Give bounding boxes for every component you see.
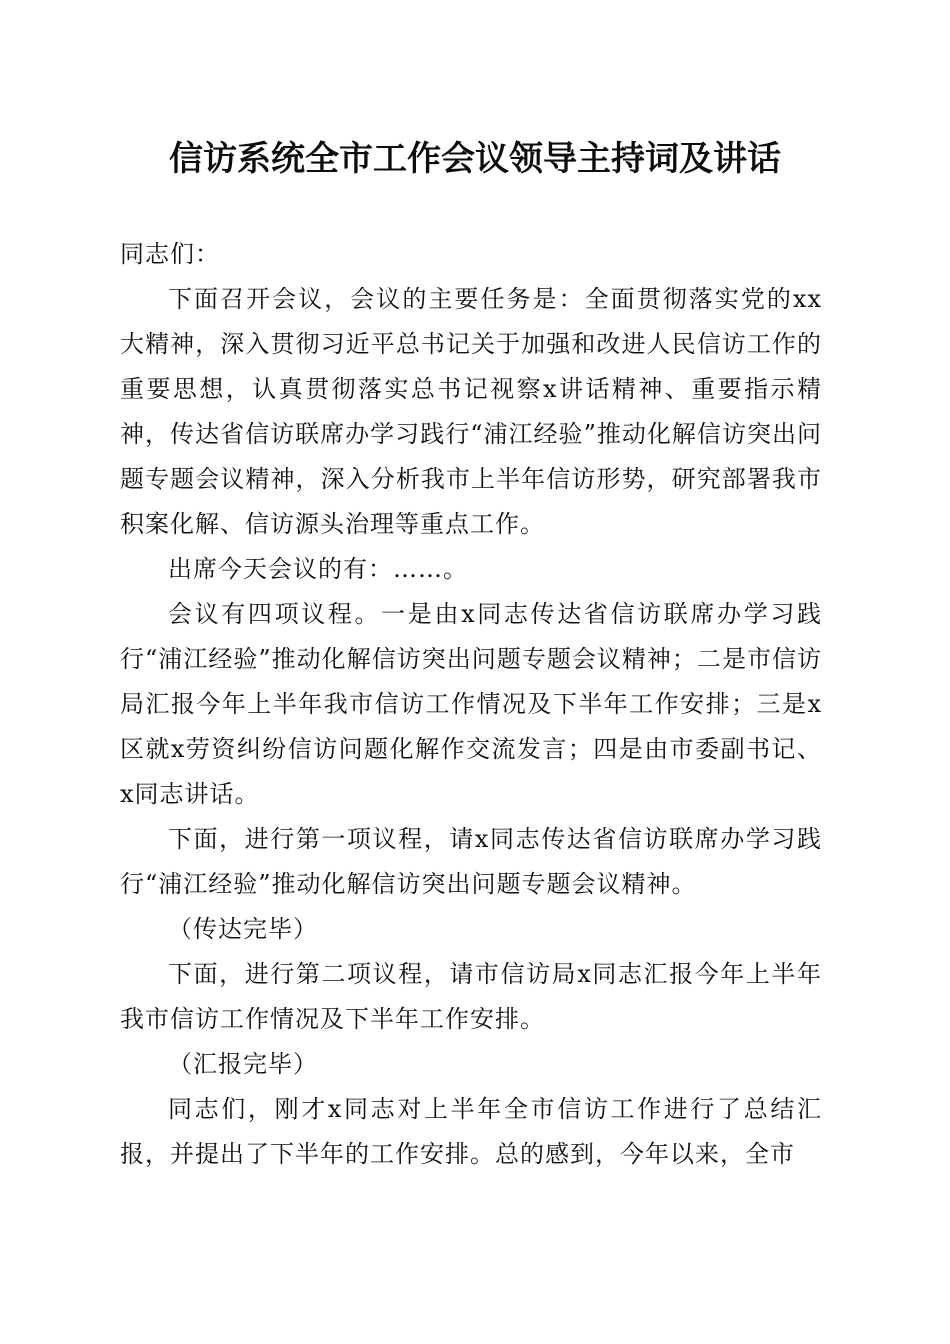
- document-body: [120, 232, 822, 1177]
- meeting-tasks-paragraph: 下面召开会议，会议的主要任务是：全面贯彻落实党的xx大精神，深入贯彻习近平总书记关于加强和改进人民信访工作的重要思想，认真贯彻落实总书记视察x讲话精神、重要指示精神，传达省信访联席办学习践行“浦江经验”推动化解信访突出问题专题会议精神，深入分析我市上半年信访形势，研究部署我市积案化解、信访源头治理等重点工作。: [120, 285, 822, 538]
- summary-paragraph: 同志们，刚才x同志对上半年全市信访工作进行了总结汇报，并提出了下半年的工作安排。总的感到，今年以来，全市: [120, 1095, 822, 1168]
- report-finished-note: （汇报完毕）: [168, 1050, 318, 1078]
- salutation-paragraph: 同志们：: [120, 240, 220, 268]
- second-agenda-item-paragraph: 下面，进行第二项议程，请市信访局x同志汇报今年上半年我市信访工作情况及下半年工作安排。: [120, 960, 822, 1033]
- document-title: 信访系统全市工作会议领导主持词及讲话: [169, 139, 781, 179]
- first-agenda-item-paragraph: 下面，进行第一项议程，请x同志传达省信访联席办学习践行“浦江经验”推动化解信访突出问题专题会议精神。: [120, 825, 822, 898]
- attendees-paragraph: 出席今天会议的有：……。: [168, 555, 468, 583]
- agenda-paragraph: 会议有四项议程。一是由x同志传达省信访联席办学习践行“浦江经验”推动化解信访突出问题专题会议精神；二是市信访局汇报今年上半年我市信访工作情况及下半年工作安排；三是x区就x劳资纠纷信访问题化解作交流发言；四是由市委副书记、x同志讲话。: [120, 600, 822, 808]
- relay-finished-note: （传达完毕）: [168, 915, 318, 943]
